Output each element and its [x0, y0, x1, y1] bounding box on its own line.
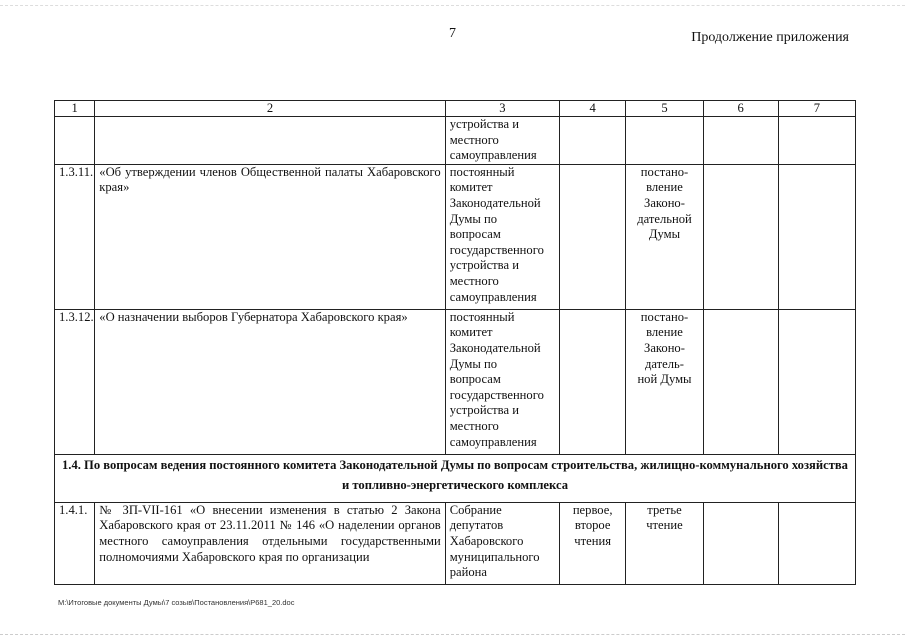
bill-title: «Об утверждении членов Общественной палаты Хабаровского края» — [95, 164, 445, 309]
responsible-body: постоянный комитет Законодательной Думы по вопросам государственного устройства и местного самоуправления — [445, 309, 559, 454]
table-row — [55, 164, 856, 309]
reading-stage: первое, второе чтения — [559, 502, 625, 584]
header-cell-2: 2 — [95, 101, 445, 117]
file-path-footer: M:\Итоговые документы Думы\7 созыв\Постановления\Р681_20.doc — [58, 598, 295, 607]
responsible-body: постоянный комитет Законодательной Думы по вопросам государственного устройства и местного самоуправления — [445, 164, 559, 309]
row-number: 1.4.1. — [55, 502, 95, 584]
header-cell-1: 1 — [55, 101, 95, 117]
page-number: 7 — [449, 26, 456, 41]
scan-edge-top — [0, 5, 905, 6]
row-number: 1.3.11. — [55, 164, 95, 309]
section-title: 1.4. По вопросам ведения постоянного комитета Законодательной Думы по вопросам строительства, жилищно-коммунального хозяйства и топливно-энергетического комплекса — [55, 454, 856, 502]
bill-title: «О назначении выборов Губернатора Хабаровского края» — [95, 309, 445, 454]
header-cell-5: 5 — [626, 101, 703, 117]
reading-stage — [559, 164, 625, 309]
section-header-row — [55, 454, 856, 502]
reading-stage — [559, 309, 625, 454]
table-row — [55, 502, 856, 584]
header-cell-3: 3 — [445, 101, 559, 117]
continuation-label: Продолжение приложения — [691, 30, 849, 45]
header-cell-7: 7 — [778, 101, 855, 117]
text-line: устройства и — [449, 117, 519, 131]
continuation-responsible — [445, 117, 559, 165]
header-cell-4: 4 — [559, 101, 625, 117]
text-line: местного — [449, 132, 499, 147]
scan-edge-bottom — [0, 634, 905, 635]
text-line: самоуправления — [449, 148, 537, 163]
table-row — [55, 309, 856, 454]
table-header-row — [55, 101, 856, 117]
document-type: постано- вление Законо- датель- ной Думы — [626, 309, 703, 454]
row-number: 1.3.12. — [55, 309, 95, 454]
header-cell-6: 6 — [703, 101, 778, 117]
document-type: третье чтение — [626, 502, 703, 584]
legislative-plan-table — [54, 100, 856, 585]
bill-title: № ЗП-VII-161 «О внесении изменения в статью 2 Закона Хабаровского края от 23.11.2011 № 146 «О наделении органов местного самоуправления отдельными государственными полномочиями Хабаровского края по организации — [95, 502, 445, 584]
continuation-row — [55, 117, 856, 165]
responsible-body: Собрание депутатов Хабаровского муниципального района — [445, 502, 559, 584]
document-type: постано- вление Законо- дательной Думы — [626, 164, 703, 309]
